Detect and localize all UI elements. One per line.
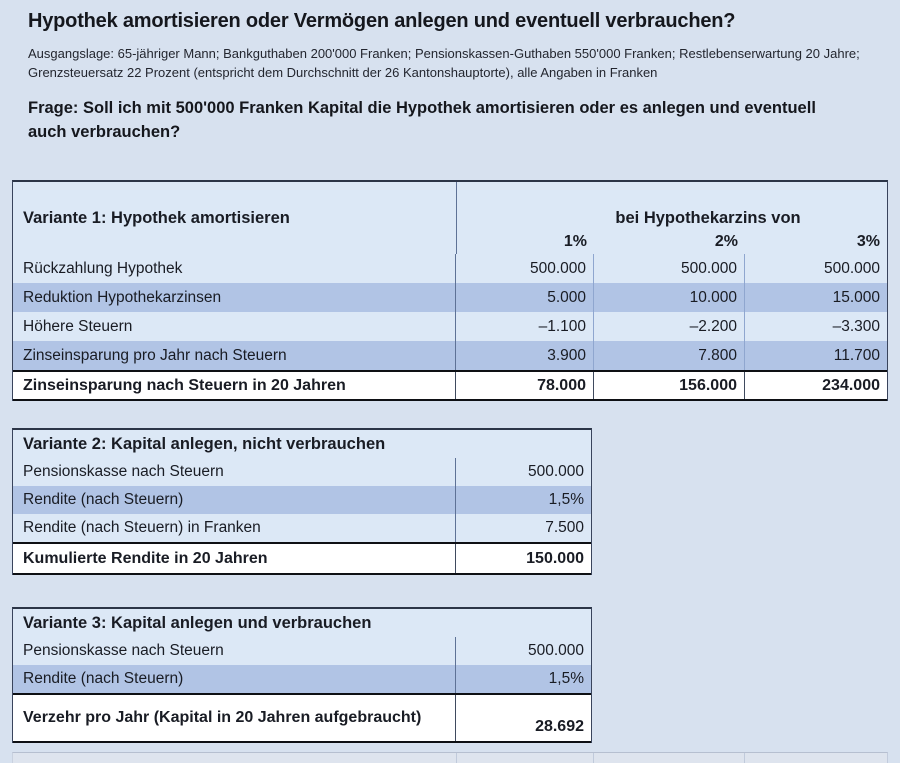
total-row-value: 28.692 (535, 718, 584, 735)
table-row (13, 514, 591, 542)
total-row-label: Verzehr pro Jahr (Kapital in 20 Jahren aufgebraucht) (13, 695, 456, 741)
row-label: Rendite (nach Steuern) (13, 486, 456, 514)
row-value: 11.700 (744, 341, 887, 370)
table3-title: Variante 3: Kapital anlegen und verbrauchen (23, 613, 372, 632)
row-label: Rendite (nach Steuern) (13, 665, 456, 693)
table-row (13, 283, 887, 312)
row-label: Höhere Steuern (13, 312, 456, 341)
total-row-label: Kumulierte Rendite in 20 Jahren (13, 544, 456, 573)
row-value: 7.500 (545, 519, 584, 536)
table-variante-3 (12, 607, 592, 743)
row-value: –2.200 (593, 312, 744, 341)
row-value: 5.000 (547, 288, 586, 306)
row-value: 500.000 (593, 254, 744, 283)
row-label: Reduktion Hypothekarzinsen (13, 283, 456, 312)
table-row (13, 312, 887, 341)
row-value: 15.000 (744, 283, 887, 312)
col-header-1pct: 1% (563, 233, 587, 250)
table-row (13, 458, 591, 486)
total-row-value: 156.000 (593, 372, 744, 399)
table-row (13, 486, 591, 514)
table1-header (13, 182, 887, 254)
total-row (13, 370, 887, 401)
page-title: Hypothek amortisieren oder Vermögen anlegen und eventuell verbrauchen? (28, 10, 736, 32)
table-row (13, 254, 887, 283)
total-row-value: 234.000 (744, 372, 887, 399)
row-value: 10.000 (593, 283, 744, 312)
row-label: Rückzahlung Hypothek (13, 254, 456, 283)
table1-column-header-group (456, 182, 887, 254)
row-value: 500.000 (744, 254, 887, 283)
row-label: Zinseinsparung pro Jahr nach Steuern (13, 341, 456, 370)
row-value: 500.000 (529, 259, 586, 277)
total-row-value: 150.000 (526, 549, 584, 567)
row-value: 7.800 (593, 341, 744, 370)
col-header-2pct: 2% (714, 233, 738, 250)
row-label: Pensionskasse nach Steuern (13, 458, 456, 486)
page-subtitle: Ausgangslage: 65-jähriger Mann; Bankguthaben 200'000 Franken; Pensionskassen-Guthaben 550'000 Franken; Restlebenserwartung 20 Jahre; Grenzsteuersatz 22 Prozent (entspricht dem Durchschnitt der 26 Kantonshauptorte), alle Angaben in Franken (28, 46, 860, 80)
total-row (13, 693, 591, 743)
row-value: –3.300 (744, 312, 887, 341)
row-value: 500.000 (527, 642, 584, 659)
row-value: –1.100 (538, 317, 586, 335)
col-header-3pct: 3% (856, 233, 880, 250)
table-row (13, 665, 591, 693)
row-value: 1,5% (548, 491, 584, 508)
row-value: 3.900 (547, 346, 586, 364)
table-variante-2 (12, 428, 592, 575)
table-variante-1 (12, 180, 888, 401)
row-label: Rendite (nach Steuern) in Franken (13, 514, 456, 542)
total-row-label: Zinseinsparung nach Steuern in 20 Jahren (13, 372, 456, 399)
divider (744, 753, 745, 763)
table-row (13, 637, 591, 665)
divider (593, 753, 594, 763)
page-question: Frage: Soll ich mit 500'000 Franken Kapital die Hypothek amortisieren oder es anlegen und eventuell auch verbrauchen? (28, 99, 816, 141)
total-row-value: 78.000 (537, 376, 586, 394)
table1-title: Variante 1: Hypothek amortisieren (23, 208, 290, 227)
divider (456, 753, 457, 763)
hypothekarzins-group-header: bei Hypothekarzins von (615, 209, 801, 227)
total-row (13, 542, 591, 575)
bottom-cutoff-table-strip (12, 752, 888, 763)
table-row (13, 341, 887, 370)
row-value: 1,5% (548, 670, 584, 687)
table2-title: Variante 2: Kapital anlegen, nicht verbrauchen (23, 434, 386, 453)
percent-header-row (457, 230, 887, 253)
row-value: 500.000 (527, 463, 584, 480)
row-label: Pensionskasse nach Steuern (13, 637, 456, 665)
